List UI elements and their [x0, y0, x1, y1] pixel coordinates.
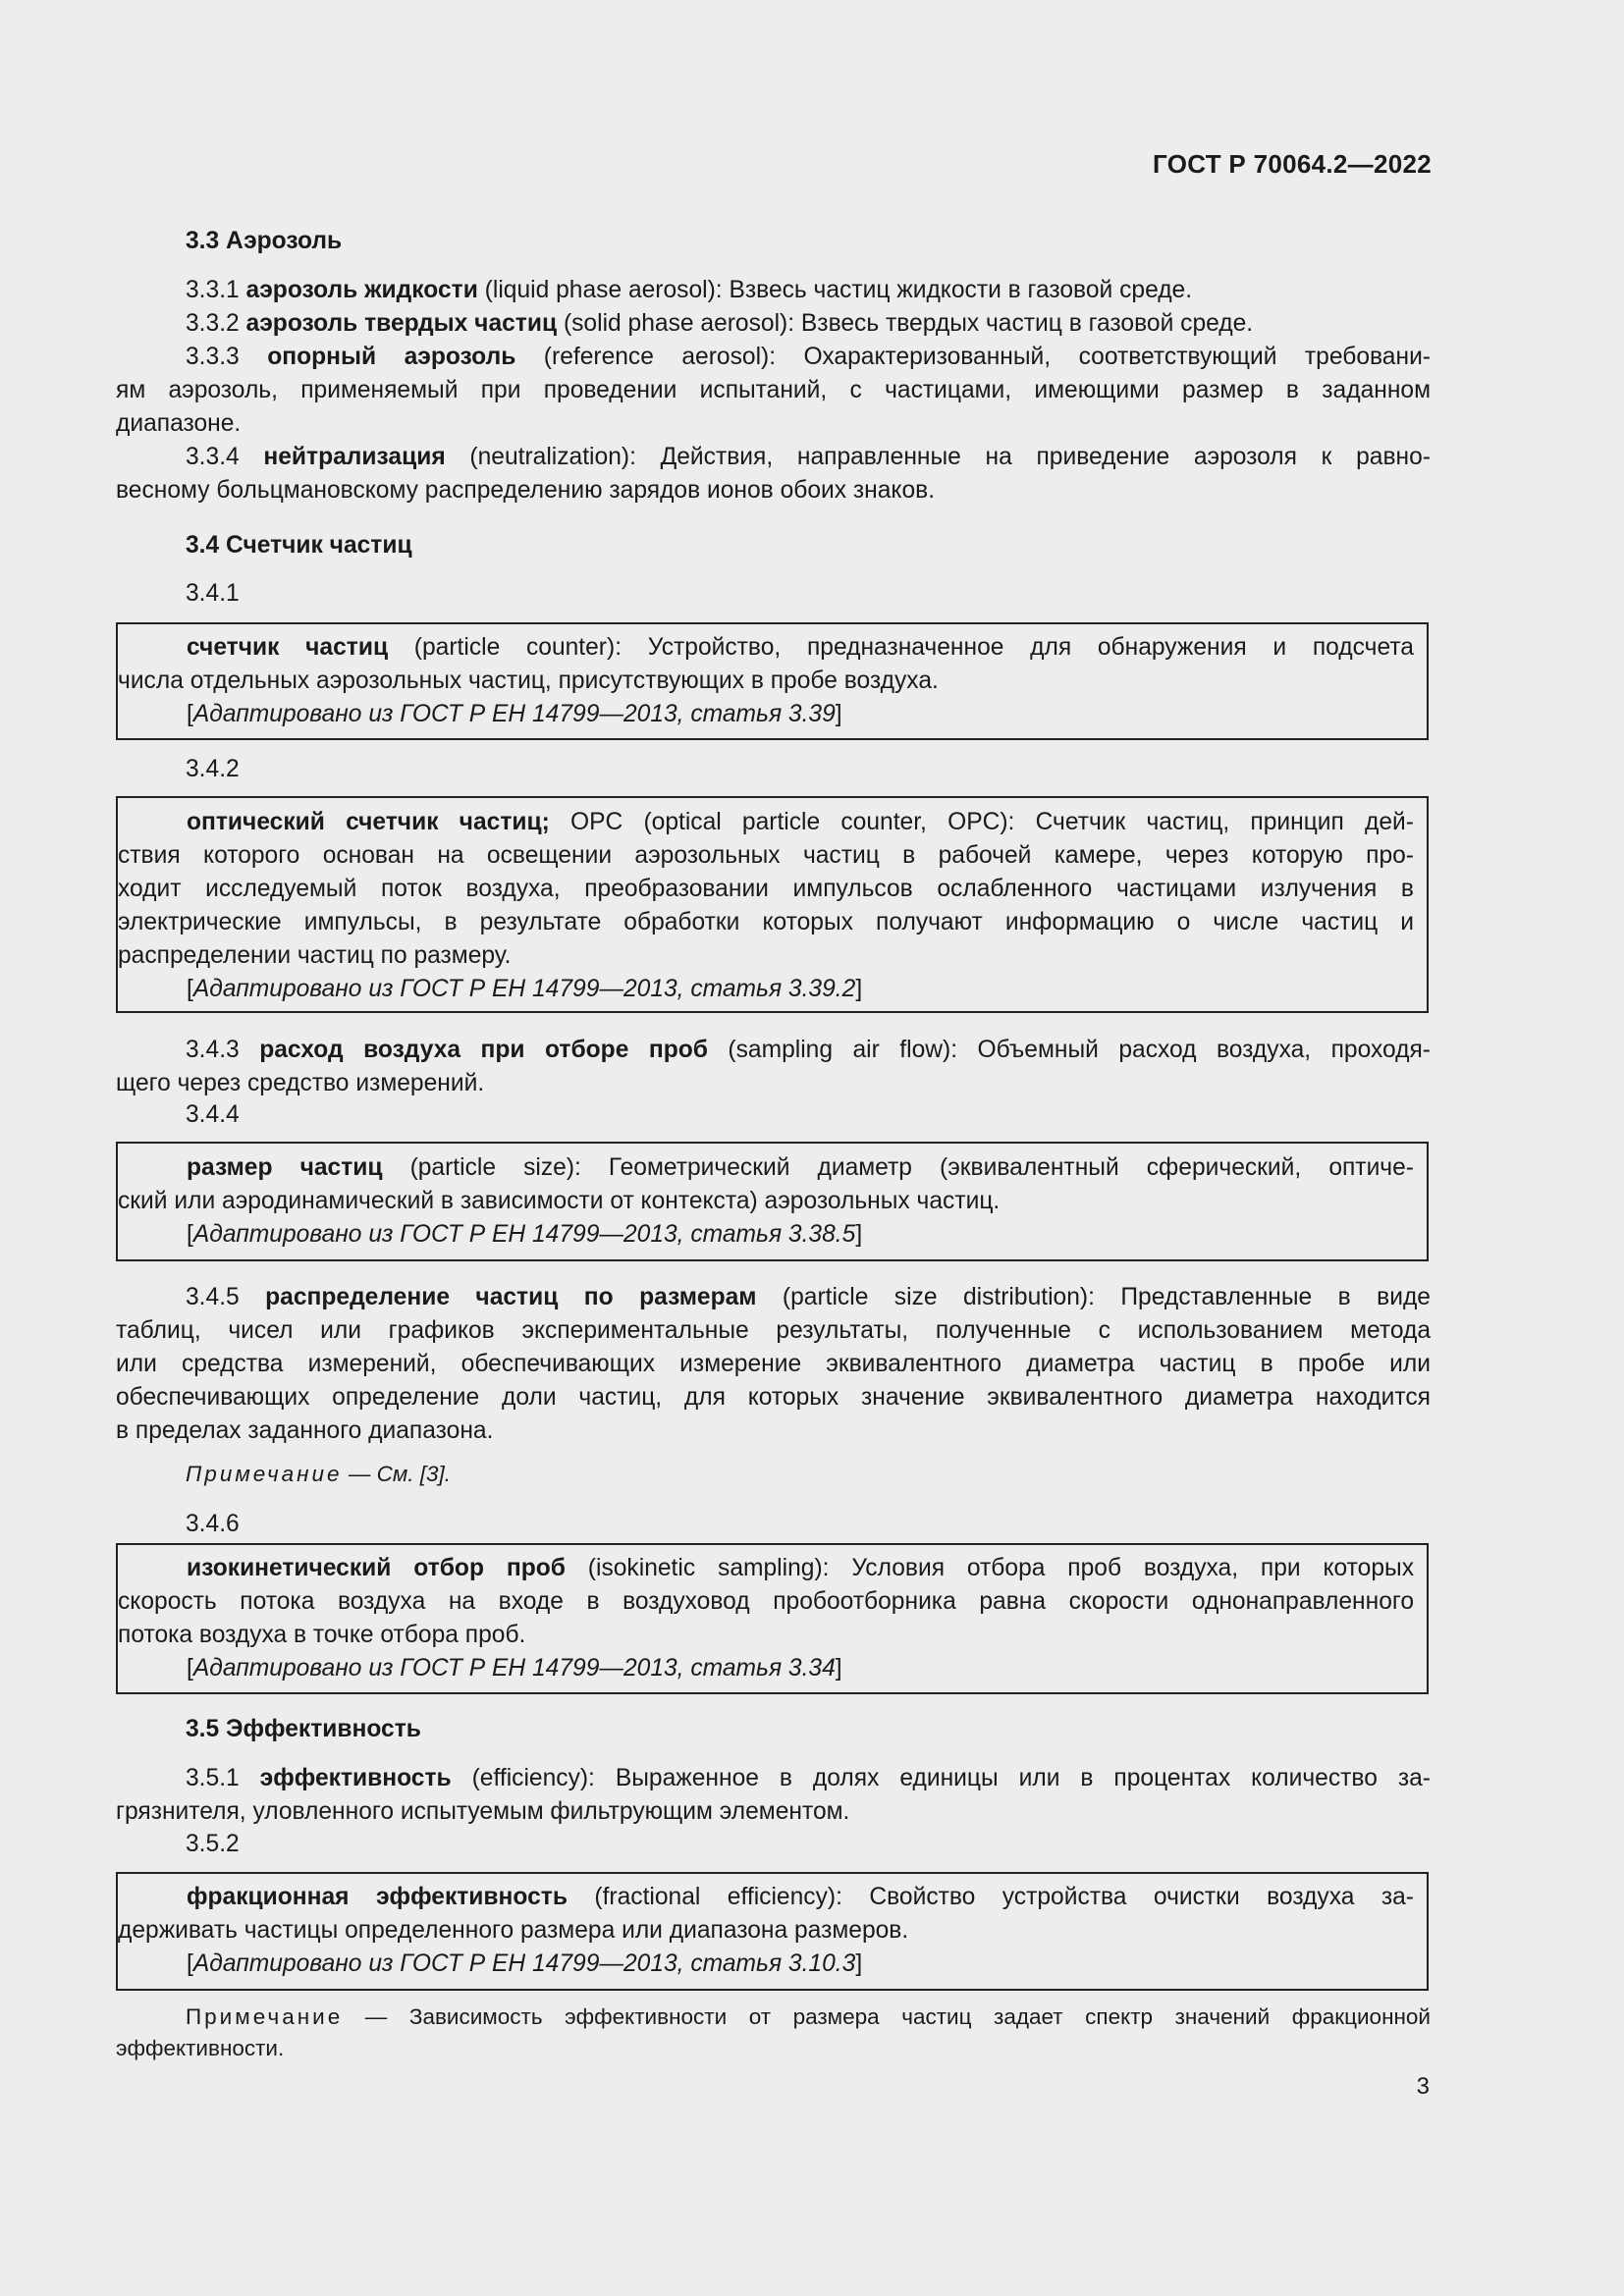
note: [186, 1459, 451, 1490]
term-line: ский или аэродинамический в зависимости от контекста) аэрозольных частиц.: [118, 1188, 1001, 1214]
term-box-3-5-2: [116, 1872, 1429, 1991]
term-number-3-4-6: 3.4.6: [186, 1511, 240, 1537]
term-line: щего через средство измерений.: [116, 1070, 485, 1096]
term-line: ствия которого основан на освещении аэрозольных частиц в рабочей камере, через которую про-: [118, 842, 1414, 869]
term-number: 3.3.4: [186, 444, 264, 470]
term-definition: OPC (optical particle counter, OPC): Счетчик частиц, принцип дей-: [549, 809, 1414, 835]
term-line: [187, 631, 1414, 665]
term-title: аэрозоль твердых частиц: [245, 310, 558, 337]
section-heading-3-5: 3.5 Эффективность: [186, 1716, 421, 1742]
section-heading-3-3: 3.3 Аэрозоль: [186, 228, 343, 254]
term-line: потока воздуха в точке отбора проб.: [118, 1622, 526, 1648]
note-label: Примечание: [186, 1462, 343, 1486]
term-line: в пределах заданного диапазона.: [116, 1417, 494, 1444]
term-definition: (isokinetic sampling): Условия отбора проб воздуха, при которых: [565, 1555, 1414, 1581]
term-line: диапазоне.: [116, 410, 242, 437]
term-title: распределение частиц по размерам: [265, 1284, 757, 1310]
term-number: 3.3.3: [186, 344, 268, 370]
term-number: 3.5.1: [186, 1765, 260, 1791]
term-definition: (efficiency): Выраженное в долях единицы или в процентах количество за-: [451, 1765, 1431, 1791]
term-definition: (particle size): Геометрический диаметр (эквивалентный сферический, оптиче-: [382, 1154, 1414, 1181]
term-box-3-4-6: [116, 1543, 1429, 1694]
term-line: распределении частиц по размеру.: [118, 942, 512, 969]
term-title: эффективность: [259, 1765, 452, 1791]
term-definition: (particle size distribution): Представленные в виде: [756, 1284, 1431, 1310]
term-number-3-4-2: 3.4.2: [186, 756, 240, 782]
term-number: 3.4.5: [186, 1284, 266, 1310]
term-line: ходит исследуемый поток воздуха, преобразовании импульсов ослабленного частицами излучения в: [118, 876, 1414, 902]
term-line: [187, 1881, 1414, 1914]
term-title: размер частиц: [187, 1154, 383, 1181]
term-line: [186, 1762, 1431, 1795]
term-source: [Адаптировано из ГОСТ Р ЕН 14799—2013, статья 3.39]: [187, 701, 842, 727]
term-box-3-4-4: [116, 1142, 1429, 1261]
page-number: 3: [1416, 2073, 1430, 2100]
term-line: [186, 341, 1431, 374]
note-line: [186, 2002, 1431, 2033]
term-box-3-4-2: [116, 796, 1429, 1013]
term-title: аэрозоль жидкости: [245, 277, 478, 303]
term-definition: (solid phase aerosol): Взвесь твердых частиц в газовой среде.: [557, 310, 1254, 337]
section-heading-3-4: 3.4 Счетчик частиц: [186, 532, 412, 559]
term-line: скорость потока воздуха на входе в воздуховод пробоотборника равна скорости однонаправленного: [118, 1588, 1414, 1615]
term-number-3-5-2: 3.5.2: [186, 1831, 240, 1857]
term-number-3-4-4: 3.4.4: [186, 1101, 240, 1128]
term-definition: (particle counter): Устройство, предназначенное для обнаружения и подсчета: [388, 634, 1414, 661]
term-title: фракционная эффективность: [187, 1884, 568, 1910]
term-title: счетчик частиц: [187, 634, 389, 661]
term-title: изокинетический отбор проб: [187, 1555, 566, 1581]
term-box-3-4-1: [116, 622, 1429, 740]
note-label: Примечание: [186, 2004, 344, 2029]
term-number: 3.3.1: [186, 277, 246, 303]
term-3-3-2: [186, 307, 1253, 341]
term-line: [187, 806, 1414, 839]
note-text: — Зависимость эффективности от размера частиц задает спектр значений фракционной: [343, 2004, 1431, 2029]
term-title: оптический счетчик частиц;: [187, 809, 550, 835]
term-line: таблиц, чисел или графиков экспериментальные результаты, полученные с использованием метода: [116, 1317, 1431, 1344]
term-title: опорный аэрозоль: [267, 344, 516, 370]
term-line: весному больцмановскому распределению зарядов ионов обоих знаков.: [116, 477, 936, 504]
term-source: [Адаптировано из ГОСТ Р ЕН 14799—2013, статья 3.39.2]: [187, 976, 863, 1002]
term-3-3-1: [186, 274, 1192, 307]
term-line: грязнителя, уловленного испытуемым фильтрующим элементом.: [116, 1798, 850, 1825]
term-line: [187, 1552, 1414, 1585]
term-title: расход воздуха при отборе проб: [259, 1037, 708, 1063]
note-text: — См. [3].: [342, 1462, 452, 1486]
term-definition: (sampling air flow): Объемный расход воздуха, проходя-: [707, 1037, 1431, 1063]
term-definition: (reference aerosol): Охарактеризованный, соответствующий требовани-: [515, 344, 1431, 370]
term-definition: (liquid phase aerosol): Взвесь частиц жидкости в газовой среде.: [477, 277, 1193, 303]
term-line: [186, 1034, 1431, 1067]
term-number-3-4-1: 3.4.1: [186, 580, 240, 607]
term-source: [Адаптировано из ГОСТ Р ЕН 14799—2013, статья 3.10.3]: [187, 1950, 863, 1977]
term-number: 3.4.3: [186, 1037, 260, 1063]
note-line: эффективности.: [116, 2036, 285, 2060]
term-line: [186, 441, 1431, 474]
term-line: электрические импульсы, в результате обработки которых получают информацию о числе частиц и: [118, 909, 1414, 935]
term-line: обеспечивающих определение доли частиц, для которых значение эквивалентного диаметра находится: [116, 1384, 1431, 1411]
term-source: [Адаптировано из ГОСТ Р ЕН 14799—2013, статья 3.38.5]: [187, 1221, 863, 1248]
term-source: [Адаптировано из ГОСТ Р ЕН 14799—2013, статья 3.34]: [187, 1655, 842, 1682]
term-line: [186, 1281, 1431, 1314]
term-line: [187, 1151, 1414, 1185]
term-definition: (neutralization): Действия, направленные на приведение аэрозоля к равно-: [445, 444, 1431, 470]
term-line: ям аэрозоль, применяемый при проведении испытаний, с частицами, имеющими размер в заданном: [116, 377, 1431, 403]
term-line: числа отдельных аэрозольных частиц, присутствующих в пробе воздуха.: [118, 667, 939, 694]
term-title: нейтрализация: [263, 444, 446, 470]
term-line: или средства измерений, обеспечивающих измерение эквивалентного диаметра частиц в пробе или: [116, 1351, 1431, 1377]
document-id-header: ГОСТ Р 70064.2—2022: [1153, 149, 1432, 179]
term-definition: (fractional efficiency): Свойство устройства очистки воздуха за-: [567, 1884, 1414, 1910]
term-line: держивать частицы определенного размера или диапазона размеров.: [118, 1917, 909, 1944]
term-number: 3.3.2: [186, 310, 246, 337]
